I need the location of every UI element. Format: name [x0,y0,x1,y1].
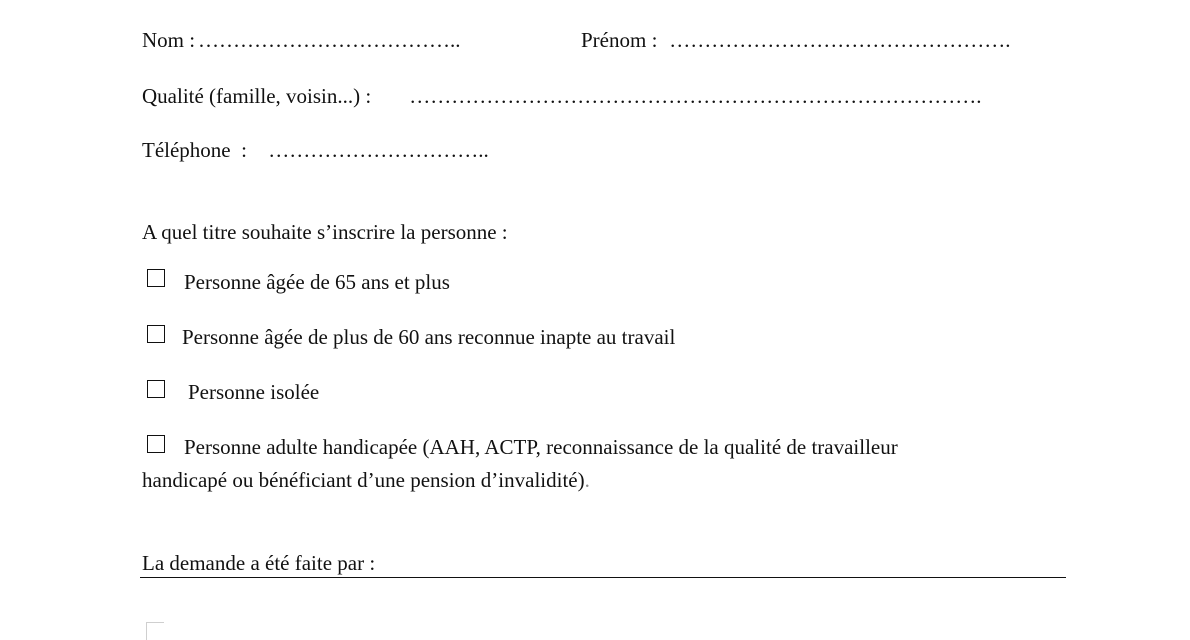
option-handicapee-line2-text: handicapé ou bénéficiant d’une pension d’invalidité) [142,468,585,492]
checkbox-handicapee[interactable] [147,435,165,453]
option-handicapee-label: Personne adulte handicapée (AAH, ACTP, reconnaissance de la qualité de travailleur [184,435,898,459]
checkbox-age-65[interactable] [147,269,165,287]
telephone-label: Téléphone : [142,138,247,162]
option-handicapee-label-line2 [142,470,590,491]
nom-field[interactable]: ……………………………….. [198,28,461,52]
checkbox-age-60-inapte[interactable] [147,325,165,343]
telephone-field[interactable]: ………………………….. [263,138,489,162]
prenom-label: Prénom : [581,28,658,52]
checkbox-partial[interactable] [146,622,164,640]
option-age-65-label: Personne âgée de 65 ans et plus [184,270,450,294]
qualite-label: Qualité (famille, voisin...) : [142,84,372,108]
option-age-60-inapte-label: Personne âgée de plus de 60 ans reconnue inapte au travail [182,325,676,349]
question-text: A quel titre souhaite s’inscrire la personne : [142,220,508,244]
qualite-field[interactable]: ………………………………………………………………………. [404,84,982,108]
demande-label: La demande a été faite par : [142,551,376,575]
checkbox-isolee[interactable] [147,380,165,398]
prenom-field[interactable]: …………………………………………. [664,28,1011,52]
option-handicapee-tail: . [584,468,590,492]
section-divider [140,577,1066,578]
option-isolee-label: Personne isolée [188,380,320,404]
nom-label: Nom : [142,28,196,52]
